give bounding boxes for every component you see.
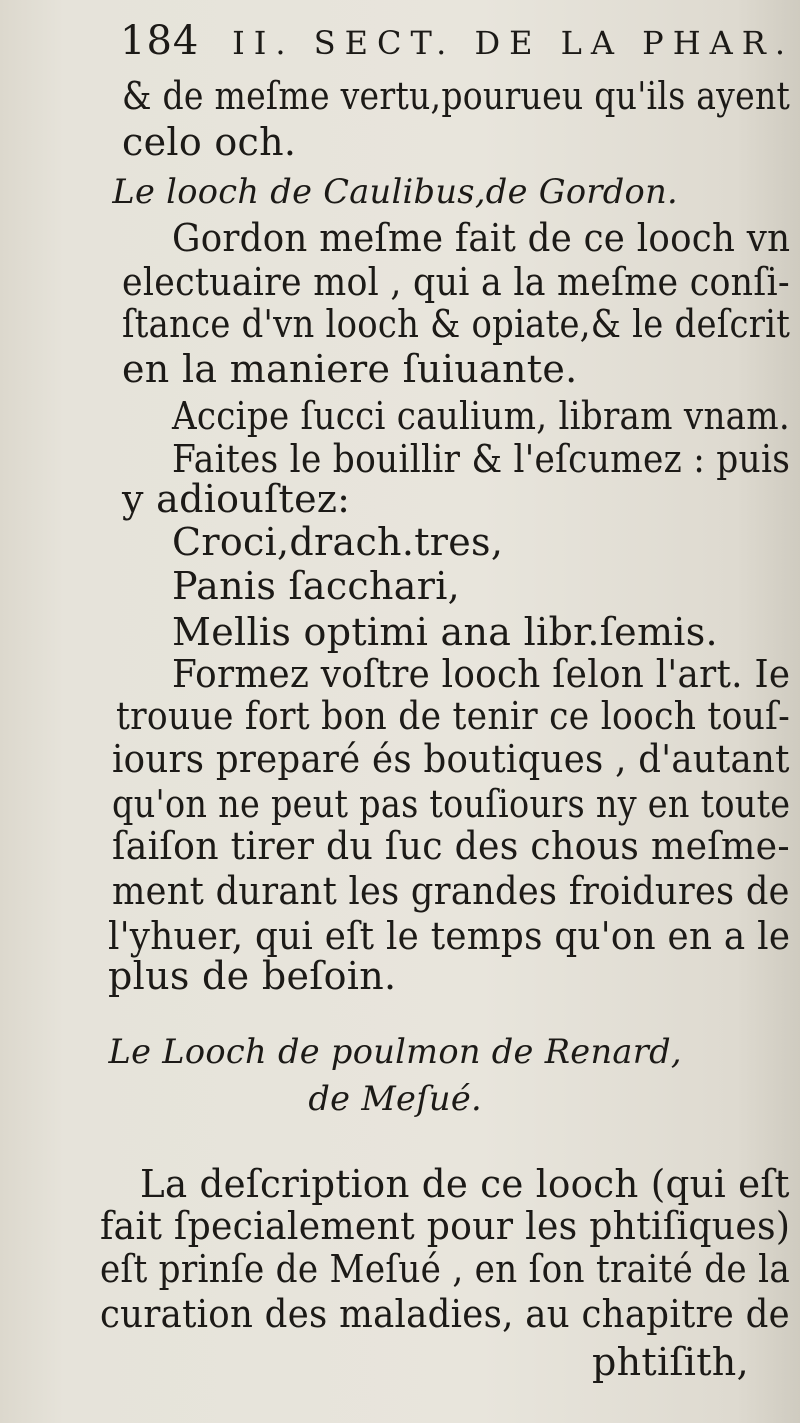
- text-line: y adiouſtez:: [122, 477, 351, 521]
- recipe-heading: Le Looch de poulmon de Renard,: [108, 1032, 682, 1072]
- recipe-heading: de Meſué.: [308, 1079, 483, 1119]
- text-line: Accipe ſucci caulium, libram vnam.: [172, 394, 791, 438]
- text-line: electuaire mol , qui a la meſme conſi-: [122, 260, 790, 304]
- text-line: celo och.: [122, 120, 297, 164]
- text-line: trouue fort bon de tenir ce looch touſ-: [116, 694, 791, 738]
- text-line: curation des maladies, au chapitre de: [100, 1292, 791, 1336]
- text-line: & de meſme vertu,pourueu qu'ils ayent: [122, 74, 791, 118]
- ingredient-line: Panis ſacchari,: [172, 564, 461, 608]
- text-line: eſt prinſe de Meſué , en ſon traité de la: [100, 1247, 791, 1291]
- text-line: plus de beſoin.: [108, 954, 397, 998]
- text-line: ment durant les grandes froidures de: [112, 869, 790, 913]
- catchword: phtiſith,: [592, 1340, 749, 1384]
- text-line: l'yhuer, qui eſt le temps qu'on en a le: [108, 914, 791, 958]
- page-number: 184: [120, 18, 200, 64]
- text-line: fait ſpecialement pour les phtiſiques): [100, 1204, 791, 1248]
- ingredient-line: Mellis optimi ana libr.ſemis.: [172, 610, 718, 654]
- text-line: iours preparé és boutiques , d'autant: [112, 737, 790, 781]
- recipe-heading: Le looch de Caulibus,de Gordon.: [112, 172, 678, 212]
- text-line: qu'on ne peut pas touſiours ny en toute: [112, 782, 791, 826]
- text-line: ſtance d'vn looch & opiate,& le deſcrit: [122, 302, 791, 346]
- text-line: Faites le bouillir & l'eſcumez : puis: [172, 437, 791, 481]
- running-header: [120, 18, 794, 64]
- text-line: en la maniere ſuiuante.: [122, 347, 578, 391]
- text-line: Gordon meſme fait de ce looch vn: [172, 216, 791, 260]
- running-title: II. SECT. DE LA PHAR.: [232, 24, 794, 62]
- text-line: Formez voſtre looch ſelon l'art. Ie: [172, 652, 791, 696]
- text-line: ſaiſon tirer du ſuc des chous meſme-: [112, 824, 790, 868]
- ingredient-line: Croci,drach.tres,: [172, 520, 504, 564]
- text-line: La deſcription de ce looch (qui eſt: [140, 1162, 790, 1206]
